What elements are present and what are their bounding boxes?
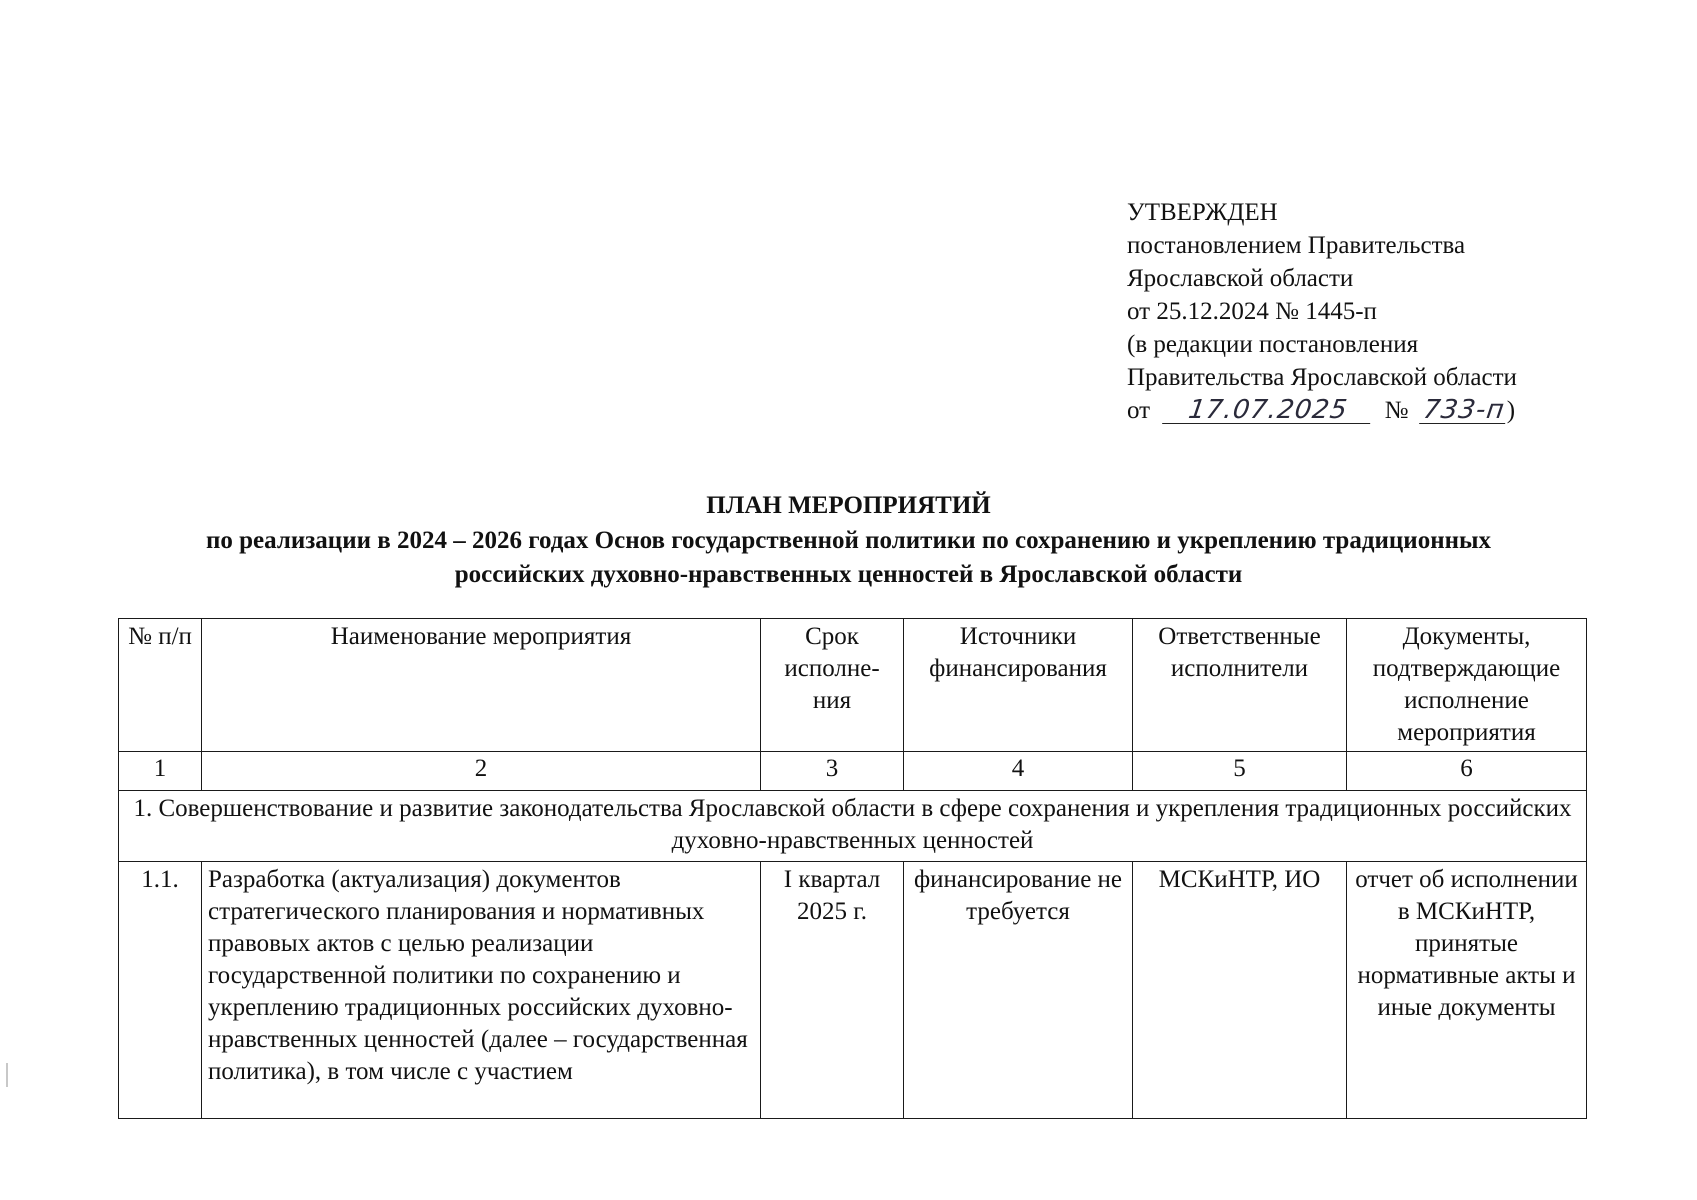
row-name: Разработка (актуализация) документов стратегического планирования и нормативных правовых актов с целью реализации государственной политики по сохранению и укреплению традиционных российских духовно-нравственных ценностей (далее – государственная политика), в том числе с участием: [202, 862, 761, 1119]
section-title: 1. Совершенствование и развитие законодательства Ярославской области в сфере сохранения и укрепления традиционных российских духовно-нравственных ценностей: [119, 791, 1587, 862]
document-title: ПЛАН МЕРОПРИЯТИЙ: [706, 492, 991, 519]
approval-line: (в редакции постановления: [1127, 331, 1419, 358]
column-number: 6: [1347, 752, 1587, 791]
approval-line: постановлением Правительства: [1127, 232, 1466, 259]
approval-line: от 25.12.2024 № 1445-п: [1127, 298, 1377, 325]
number-sign: №: [1384, 397, 1409, 424]
approval-line: Правительства Ярославской области: [1127, 364, 1517, 391]
handwritten-number: 733-п: [1419, 397, 1509, 424]
header-term: Срок исполне-ния: [761, 619, 904, 752]
approval-date-line: [1127, 394, 1517, 427]
plan-table: [118, 618, 1587, 1119]
header-num: № п/п: [119, 619, 202, 752]
document-subtitle-line-2: российских духовно-нравственных ценностей в Ярославской области: [454, 561, 1243, 588]
header-executors: Ответственные исполнители: [1133, 619, 1347, 752]
handwritten-date: 17.07.2025: [1162, 397, 1374, 424]
header-documents: Документы, подтверждающие исполнение мероприятия: [1347, 619, 1587, 752]
row-num: 1.1.: [119, 862, 202, 1119]
document-subtitle-line-1: по реализации в 2024 – 2026 годах Основ государственной политики по сохранению и укреплению традиционных: [205, 527, 1492, 554]
column-number-row: [119, 752, 1587, 791]
column-number: 3: [761, 752, 904, 791]
column-number: 1: [119, 752, 202, 791]
section-row: [119, 791, 1587, 862]
scan-margin-mark: [6, 1063, 8, 1087]
table-row: [119, 862, 1587, 1119]
column-number: 5: [1133, 752, 1347, 791]
table-header-row: [119, 619, 1587, 752]
row-term: I квартал 2025 г.: [761, 862, 904, 1119]
from-label: от: [1127, 397, 1151, 424]
row-documents: отчет об исполнении в МСКиНТР, принятые нормативные акты и иные документы: [1347, 862, 1587, 1119]
header-funding: Источники финансирования: [904, 619, 1133, 752]
approval-line: Ярославской области: [1127, 265, 1354, 292]
header-name: Наименование мероприятия: [202, 619, 761, 752]
approval-stamp: [1127, 196, 1517, 427]
column-number: 4: [904, 752, 1133, 791]
close-paren: ): [1506, 397, 1516, 424]
column-number: 2: [202, 752, 761, 791]
row-executors: МСКиНТР, ИО: [1133, 862, 1347, 1119]
row-funding: финансирование не требуется: [904, 862, 1133, 1119]
approval-heading: УТВЕРЖДЕН: [1127, 199, 1278, 226]
